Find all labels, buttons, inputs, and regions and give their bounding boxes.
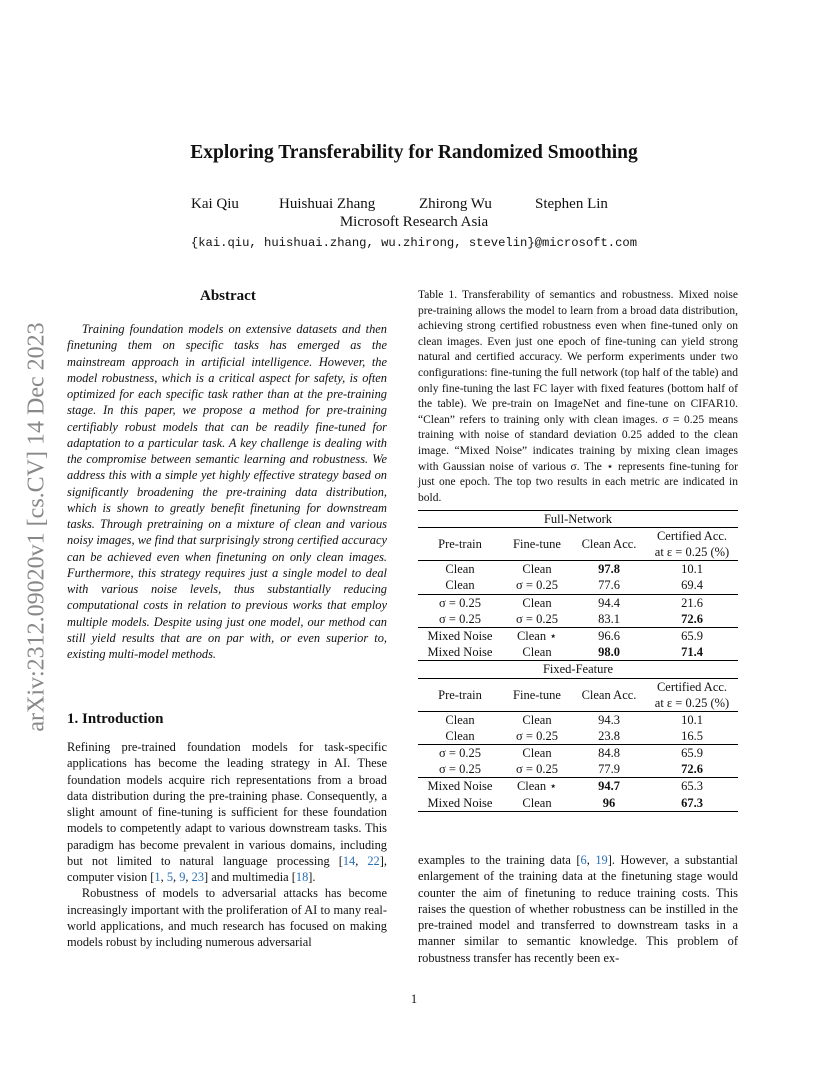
cell-value: 65.9 — [681, 745, 703, 760]
cell-value: 72.6 — [681, 762, 703, 777]
cell-value: σ = 0.25 — [439, 611, 481, 626]
cell-value: Clean — [445, 712, 475, 727]
table-cell — [646, 711, 738, 728]
cell-value: Mixed Noise — [427, 645, 493, 660]
citation-link[interactable]: 6 — [580, 853, 587, 867]
citation-link[interactable]: 23 — [191, 870, 205, 884]
cell-value: 65.9 — [681, 629, 703, 644]
table-cell — [646, 594, 738, 611]
cell-value: 84.8 — [598, 745, 620, 760]
table-section-header — [418, 511, 738, 528]
table-cell — [502, 778, 572, 795]
author-name: Stephen Lin — [535, 196, 608, 212]
table-cell — [572, 794, 646, 811]
table-cell — [572, 778, 646, 795]
cell-value: σ = 0.25 — [516, 611, 558, 626]
cell-value: Clean — [522, 745, 552, 760]
cell-value: 94.7 — [598, 779, 620, 794]
citation-link[interactable]: 14 — [342, 853, 356, 868]
table-cell — [418, 627, 502, 644]
table-cell — [418, 778, 502, 795]
table-cell — [646, 794, 738, 811]
column-header: Clean Acc. — [572, 678, 646, 711]
paper-title: Exploring Transferability for Randomized Smoothing — [190, 142, 638, 163]
table-cell — [418, 611, 502, 628]
table-cell — [418, 577, 502, 594]
table-cell — [572, 728, 646, 745]
table-cell — [502, 761, 572, 778]
table-row — [418, 711, 738, 728]
table-row — [418, 594, 738, 611]
table-cell — [572, 594, 646, 611]
author-emails: {kai.qiu, huishuai.zhang, wu.zhirong, stevelin}@microsoft.com — [190, 236, 638, 250]
table-caption: Table 1. Transferability of semantics and robustness. Mixed noise pre-training allows the model to learn from a broad data distribution, achieving strong certified robustness even when fine-tuned only on clean images. Even just one epoch of fine-tuning can yield strong natural and certified accuracy. We perform experiments under two configurations: fine-tuning the full network (top half of the table) and only fine-tuning the last FC layer with fixed features (bottom half of the table). We pre-train on ImageNet and fine-tune on CIFAR10. “Clean” refers to training only with clean images. σ = 0.25 means training with noise of standard deviation 0.25 added to the clean image. “Mixed Noise” indicates training by mixing clean images with Gaussian noise of various σ. The ⋆ represents fine-tuning for just one epoch. The top two results in each metric are indicated in bold. — [418, 289, 738, 504]
cell-value: 94.3 — [598, 712, 620, 727]
column-header: Fine-tune — [502, 528, 572, 561]
table-row — [418, 561, 738, 578]
text-span: ]. — [308, 870, 316, 884]
cell-value: Mixed Noise — [427, 795, 493, 810]
cell-value: Clean — [522, 595, 552, 610]
table-cell — [418, 711, 502, 728]
table-cell — [502, 594, 572, 611]
table-cell — [572, 644, 646, 661]
column-header — [646, 528, 738, 561]
cell-value: 96.6 — [598, 629, 620, 644]
cell-value: Clean — [522, 795, 552, 810]
citation-link[interactable]: 5 — [166, 870, 174, 884]
table-row — [418, 611, 738, 628]
table-cell — [572, 711, 646, 728]
table-cell — [418, 794, 502, 811]
cell-value: Clean ⋆ — [516, 629, 558, 644]
table-cell — [502, 611, 572, 628]
table-cell — [646, 761, 738, 778]
table-cell — [502, 627, 572, 644]
cell-value: Clean — [445, 578, 475, 593]
citation-link[interactable]: 1 — [154, 870, 161, 884]
cell-value: 72.6 — [681, 611, 703, 626]
header-line: Certified Acc. — [656, 529, 728, 544]
cell-value: 94.4 — [598, 595, 620, 610]
text-span: examples to the training data [ — [418, 853, 581, 867]
cell-value: 16.5 — [681, 728, 703, 743]
table-row — [418, 644, 738, 661]
table-cell — [572, 761, 646, 778]
cell-value: σ = 0.25 — [516, 762, 558, 777]
table-cell — [418, 561, 502, 578]
cell-value: σ = 0.25 — [439, 745, 481, 760]
header-line: at ε = 0.25 (%) — [654, 545, 730, 560]
table-cell — [502, 794, 572, 811]
citation-link[interactable]: 9 — [179, 870, 186, 884]
table-cell — [646, 561, 738, 578]
right-column-text: examples to the training data [6, 19]. However, a substantial enlargement of the training data at the finetuning stage would counter the aim of finetuning to reduce training costs. This raises the question of whether robustness can be instilled in the pre-trained model and transferred to downstream tasks in a manner similar to semantic knowledge. This problem of robustness transfer has recently been ex- — [418, 853, 739, 965]
cell-value: 96 — [602, 795, 616, 810]
cell-value: σ = 0.25 — [439, 595, 481, 610]
intro-paragraph: Robustness of models to adversarial attacks has become increasingly important with the proliferation of AI to many real-world applications, and much research has focused on making models robust by including numerous adversarial — [67, 886, 387, 949]
table-row — [418, 728, 738, 745]
table-cell — [646, 577, 738, 594]
citation-link[interactable]: 19 — [595, 853, 608, 867]
author-name: Huishuai Zhang — [279, 196, 376, 212]
table-row — [418, 794, 738, 811]
table-cell — [572, 611, 646, 628]
cell-value: σ = 0.25 — [516, 578, 558, 593]
cell-value: σ = 0.25 — [516, 728, 558, 743]
table-cell — [418, 728, 502, 745]
introduction-heading: 1. Introduction — [67, 711, 164, 727]
results-table — [418, 510, 738, 812]
introduction-text — [67, 739, 387, 950]
text-span: ] and multimedia [ — [204, 870, 296, 884]
table-cell — [646, 778, 738, 795]
table-row — [418, 744, 738, 761]
table-row — [418, 577, 738, 594]
table-cell — [646, 728, 738, 745]
table-cell — [572, 744, 646, 761]
affiliation: Microsoft Research Asia — [339, 214, 489, 230]
table-cell — [502, 561, 572, 578]
cell-value: 77.9 — [598, 762, 620, 777]
header-line: at ε = 0.25 (%) — [654, 695, 730, 710]
header-line: Certified Acc. — [656, 679, 728, 694]
table-cell — [418, 594, 502, 611]
abstract-text: Training foundation models on extensive datasets and then finetuning them on specific tasks has emerged as the mainstream approach in artificial intelligence. However, the model robustness, which is a critical aspect for safety, is often optimized for each specific task rather than at the pre-training stage. In this paper, we propose a method for pre-training certifiably robust models that can be readily fine-tuned for adaptation to a particular task. A key challenge is dealing with the compromise between semantic learning and robustness. We address this with a simple yet highly effective strategy based on significantly broadening the pre-training data distribution, which is shown to greatly benefit finetuning for downstream tasks. Through pretraining on a mixture of clean and various noisy images, we find that surprisingly strong certified accuracy can be achieved even when finetuning on only clean images. Furthermore, this strategy requires just a single model to deal with various noise levels, thus substantially reducing computational costs in relation to previous works that employ multiple models. Despite using just one model, our method can still yield results that are on par with, or even superior to, existing multi-model methods. — [67, 322, 387, 661]
table-cell — [646, 611, 738, 628]
column-header: Fine-tune — [502, 678, 572, 711]
cell-value: 77.6 — [598, 578, 620, 593]
cell-value: Clean — [522, 645, 552, 660]
table-cell — [502, 577, 572, 594]
table-row — [418, 627, 738, 644]
cell-value: Clean ⋆ — [516, 779, 558, 794]
table-cell — [572, 627, 646, 644]
cell-value: 21.6 — [681, 595, 703, 610]
cell-value: Clean — [445, 728, 475, 743]
cell-value: 83.1 — [598, 611, 620, 626]
author-name: Kai Qiu — [191, 196, 239, 212]
cell-value: Mixed Noise — [427, 779, 493, 794]
cell-value: 67.3 — [681, 795, 703, 810]
author-name: Zhirong Wu — [419, 196, 492, 212]
table-cell — [418, 744, 502, 761]
table-header-row — [418, 678, 738, 711]
table-cell — [646, 627, 738, 644]
cell-value: 97.8 — [598, 562, 620, 577]
table-header-row — [418, 528, 738, 561]
cell-value: 69.4 — [681, 578, 703, 593]
table-cell — [502, 744, 572, 761]
text-span: ], computer vision [ — [67, 853, 387, 884]
table-cell — [502, 644, 572, 661]
citation-link[interactable]: 22 — [367, 853, 380, 868]
cell-value: 23.8 — [598, 728, 620, 743]
abstract-heading: Abstract — [200, 288, 256, 304]
section-title: Full-Network — [418, 511, 738, 528]
table-cell — [502, 728, 572, 745]
page-number: 1 — [410, 992, 418, 1006]
text-span: ]. However, a substantial enlargement of the training data at the finetuning stage would counter the aim of finetuning to reduce training costs. This raises the question of whether robustness can be instilled in the pre-trained model and transferred to downstream tasks in a manner similar to semantic knowledge. This problem of robustness transfer has recently been ex- — [418, 853, 739, 965]
cell-value: Clean — [522, 562, 552, 577]
cell-value: Clean — [445, 562, 475, 577]
cell-value: Clean — [522, 712, 552, 727]
cell-value: 98.0 — [598, 645, 620, 660]
table-cell — [418, 761, 502, 778]
intro-paragraph: Refining pre-trained foundation models for task-specific applications has become the leading strategy in AI. These foundation models acquire rich representations from a broad data distribution during the pre-training phase. Consequently, a slight amount of fine-tuning is sufficient for these foundation models to competently adapt to various downstream tasks. This paradigm has become prevalent in various domains, including but not limited to natural language processing [14, 22], computer vision [1, 5, 9, 23] and multimedia [18]. — [67, 740, 387, 884]
table-row — [418, 761, 738, 778]
table-cell — [418, 644, 502, 661]
arxiv-sidebar — [17, 292, 57, 762]
cell-value: 71.4 — [681, 645, 703, 660]
table-cell — [572, 561, 646, 578]
citation-link[interactable]: 18 — [295, 870, 309, 884]
cell-value: σ = 0.25 — [439, 762, 481, 777]
arxiv-identifier: arXiv:2312.09020v1 [cs.CV] 14 Dec 2023 — [23, 322, 50, 732]
cell-value: 10.1 — [681, 562, 703, 577]
column-header: Pre-train — [418, 528, 502, 561]
column-header — [646, 678, 738, 711]
cell-value: 10.1 — [681, 712, 703, 727]
table-cell — [646, 644, 738, 661]
column-header: Clean Acc. — [572, 528, 646, 561]
table-row — [418, 778, 738, 795]
table-cell — [646, 744, 738, 761]
text-span: Refining pre-trained foundation models for task-specific applications has become the leading strategy in AI. These foundation models acquire rich representations from a broad data distribution during the pre-training phase. Consequently, a slight amount of fine-tuning is sufficient for these foundation models to competently adapt to various downstream tasks. This paradigm has become prevalent in various domains, including but not limited to natural language processing [ — [67, 740, 387, 868]
table-section-header — [418, 661, 738, 678]
section-title: Fixed-Feature — [418, 661, 738, 678]
column-header: Pre-train — [418, 678, 502, 711]
cell-value: Mixed Noise — [427, 629, 493, 644]
table-cell — [572, 577, 646, 594]
cell-value: 65.3 — [681, 779, 703, 794]
table-cell — [502, 711, 572, 728]
